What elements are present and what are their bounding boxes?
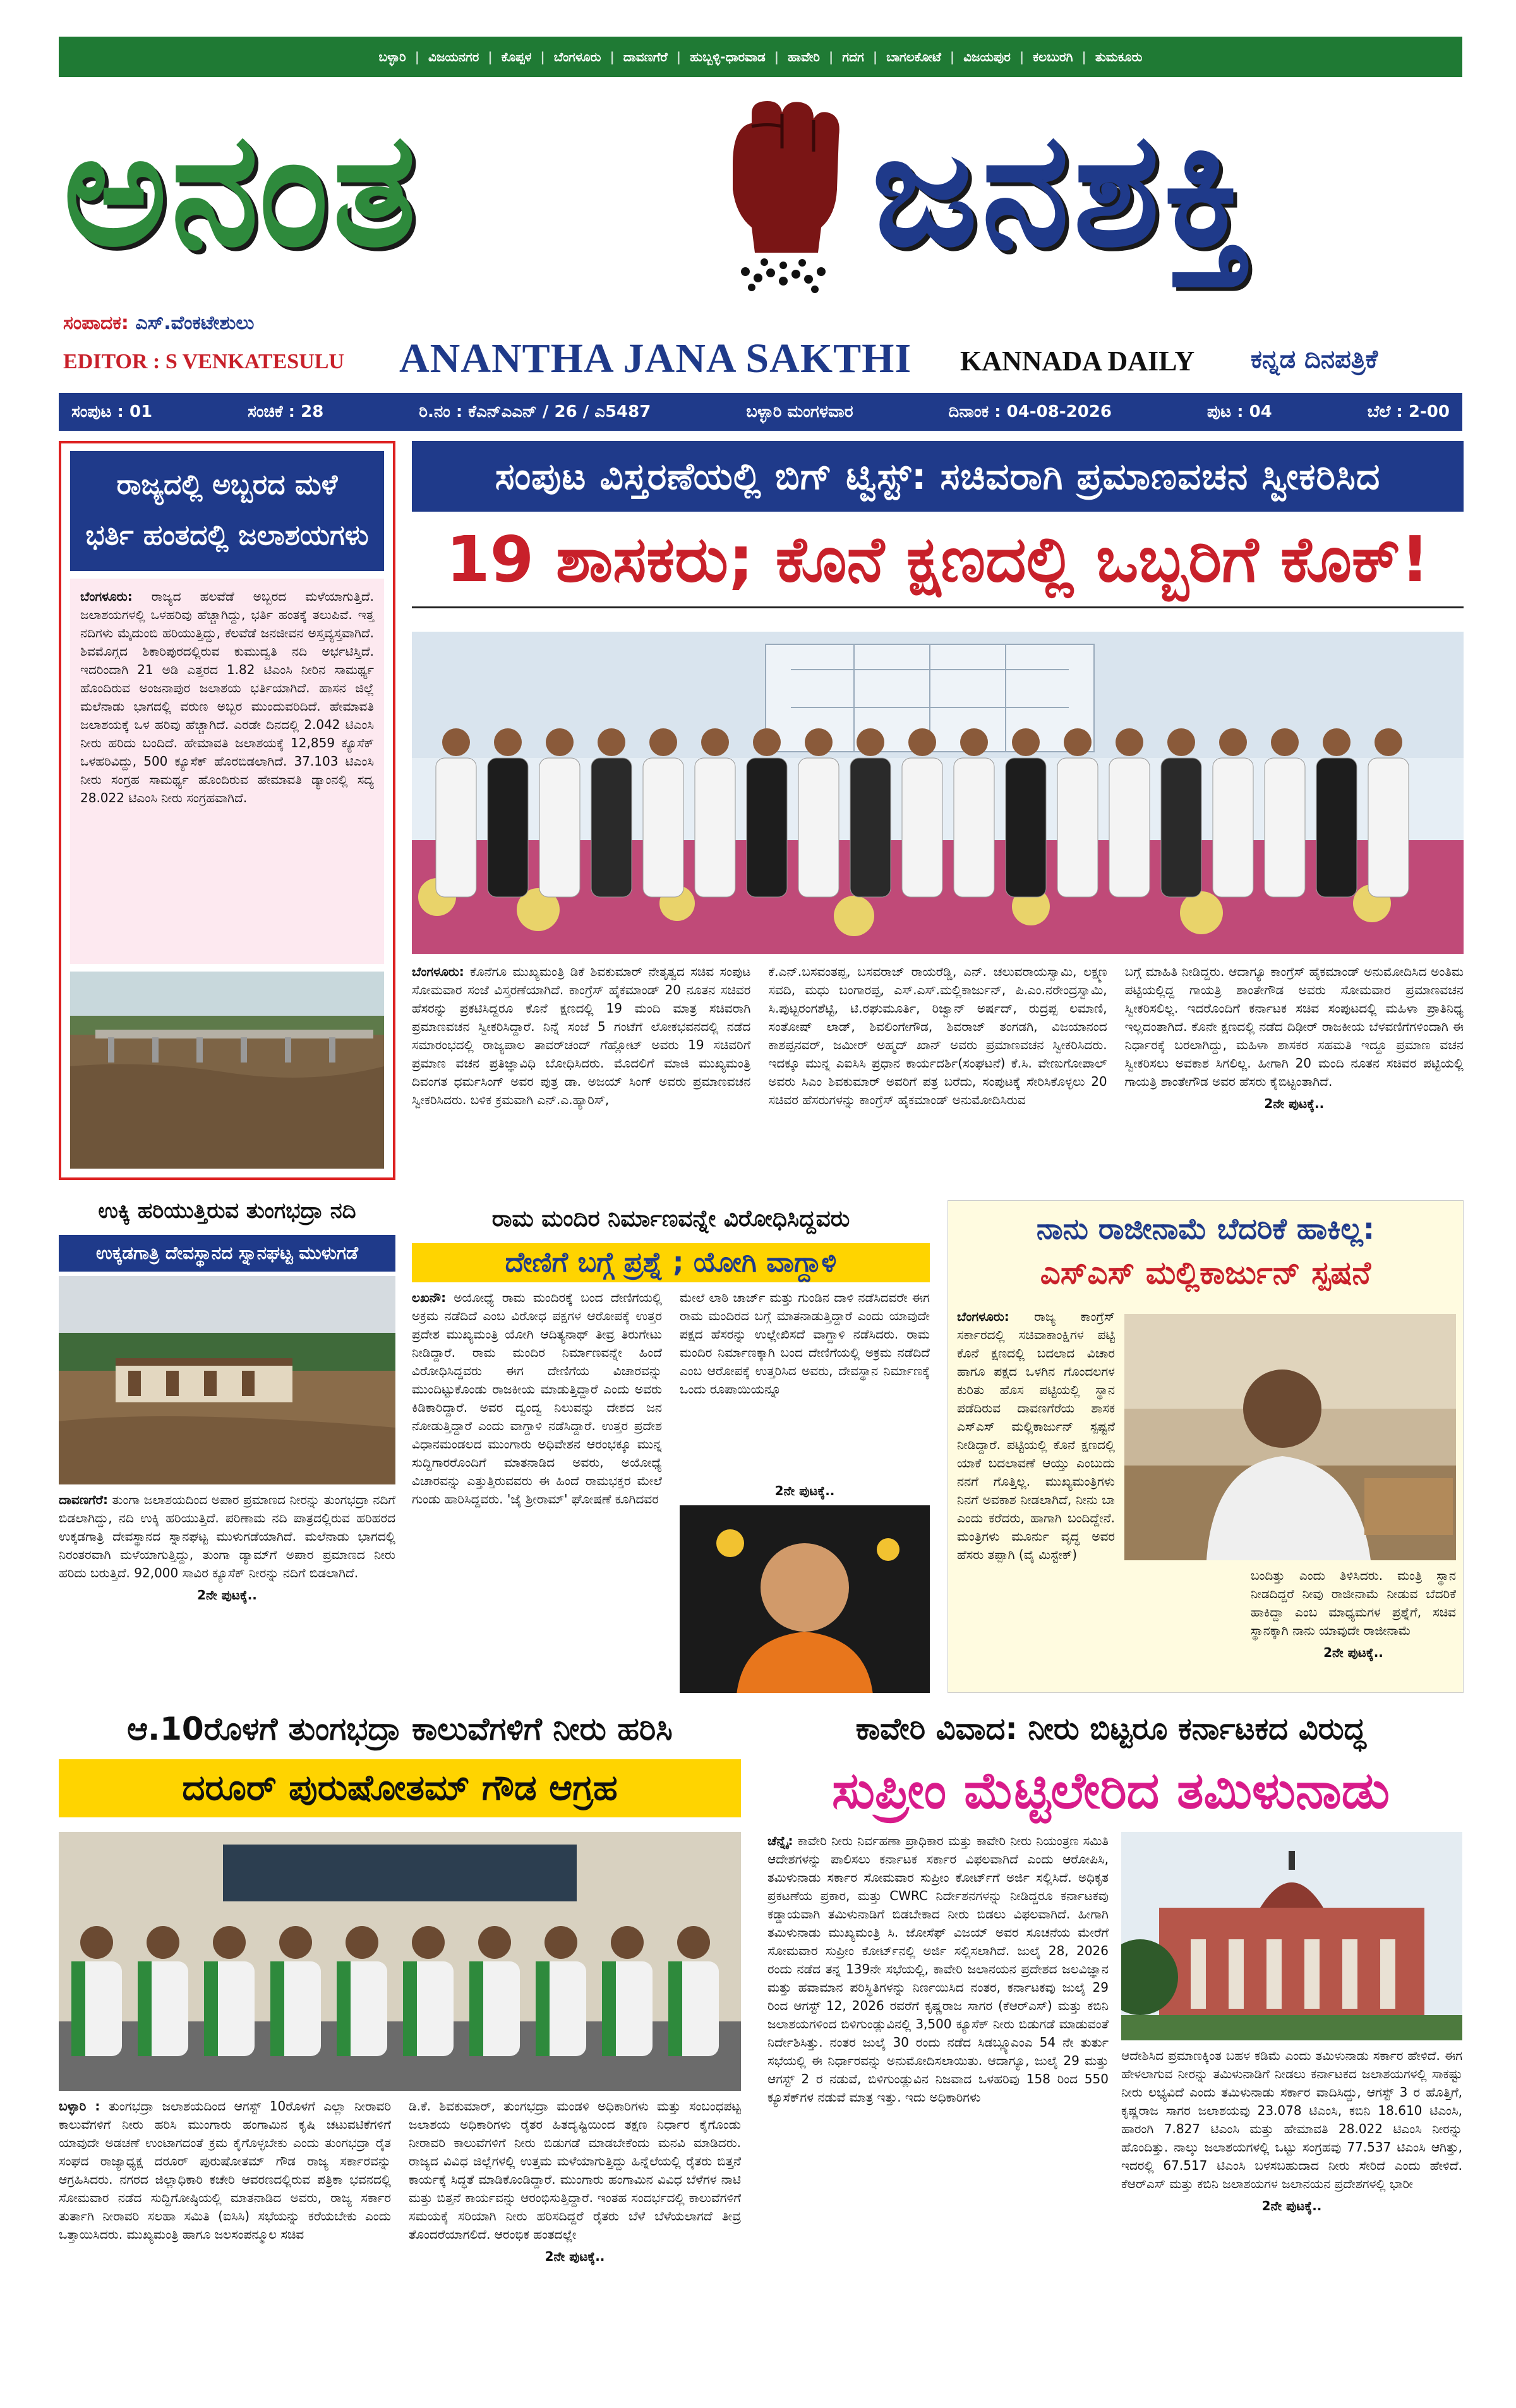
rain-headline-line2: ಭರ್ತಿ ಹಂತದಲ್ಲಿ ಜಲಾಶಯಗಳು xyxy=(85,519,369,551)
canal-dateline: ಬಳ್ಳಾರಿ : xyxy=(59,2098,100,2114)
yogi-adityanath-photo xyxy=(680,1505,930,1693)
person-head xyxy=(908,728,936,756)
kannada-dinapatrike-label: ಕನ್ನಡ ದಿನಪತ್ರಿಕೆ xyxy=(1251,345,1378,374)
person-body xyxy=(643,758,683,897)
rama-col2-text: ಮೇಲೆ ಲಾಠಿ ಚಾರ್ಜ್ ಮತ್ತು ಗುಂಡಿನ ದಾಳಿ ನಡೆಸಿದವರೇ ಈಗ ರಾಮ ಮಂದಿರದ ಬಗ್ಗೆ ಮಾತನಾಡುತ್ತಿದ್ದಾರೆ ಎಂದು ಯಾವುದೇ ಪಕ್ಷದ ಹೆಸರನ್ನು ಉಲ್ಲೇಖಿಸದೆ ವಾಗ್ದಾಳಿ ನಡೆಸಿದರು. ರಾಮ ಮಂದಿರ ನಿರ್ಮಾಣಕ್ಕಾಗಿ ಬಂದ ದೇಣಿಗೆಯಲ್ಲಿ ಅಕ್ರಮ ನಡೆದಿದೆ ಎಂಬ ಆರೋಪಕ್ಕೆ ಉತ್ತರಿಸಿದ ಅವರು, ದೇವಸ್ಥಾನ ನಿರ್ಮಾಣಕ್ಕೆ ಒಂದು ರೂಪಾಯಿಯನ್ನೂ xyxy=(680,1290,930,1397)
person-head xyxy=(442,728,470,756)
person-head xyxy=(805,728,833,756)
person-head xyxy=(1323,728,1351,756)
kannada-daily-label: KANNADA DAILY xyxy=(960,346,1195,376)
cauvery-col2-text: ಈಗ ಹೇಳಲಾಗುವ ನೀರನ್ನು ತಮಿಳುನಾಡಿಗೆ ನೀಡಲು ಕರ್ನಾಟಕದ ಜಲಾಶಯಗಳಲ್ಲಿ ಸಾಕಷ್ಟು ನೀರು ಲಭ್ಯವಿದೆ ಎಂದು ತಮಿಳುನಾಡು ಸರ್ಕಾರ ವಾದಿಸಿದ್ದು, ಆಗಸ್ಟ್ 3 ರ ಹೊತ್ತಿಗೆ, ಕೃಷ್ಣರಾಜ ಸಾಗರ ಜಲಾಶಯವು 23.078 ಟಿಎಂಸಿ, ಕಬಿನಿ 18.610 ಟಿಎಂಸಿ, ಹಾರಂಗಿ 7.827 ಟಿಎಂಸಿ ಮತ್ತು ಹೇಮಾವತಿ 28.022 ಟಿಎಂಸಿ ನೀರನ್ನು ಹೊಂದಿತ್ತು. ನಾಲ್ಕು ಜಲಾಶಯಗಳಲ್ಲಿ ಒಟ್ಟು ಸಂಗ್ರಹವು 77.537 ಟಿಎಂಸಿ ಆಗಿತ್ತು, ಇದರಲ್ಲಿ 67.517 ಟಿಎಂಸಿ ಬಳಸಬಹುದಾದ ನೀರು ಸೇರಿದೆ ಎಂದು ಹೇಳಿದೆ. ಕೆಆರ್‌ಎಸ್ ಮತ್ತು ಕಬಿನಿ ಜಲಾಶಯಗಳ ಜಲಾನಯನ ಪ್ರದೇಶಗಳಲ್ಲಿ ಭಾರೀ xyxy=(1121,2048,1462,2191)
person-body xyxy=(1006,758,1046,897)
rama-headline-1: ರಾಮ ಮಂದಿರ ನಿರ್ಮಾಣವನ್ನೇ ವಿರೋಧಿಸಿದ್ದವರು xyxy=(491,1206,850,1232)
farmer-head xyxy=(80,1926,113,1959)
main-col3-text: ಬಗ್ಗೆ ಮಾಹಿತಿ ನೀಡಿದ್ದರು. ಆದಾಗ್ಯೂ ಕಾಂಗ್ರೆಸ್ ಹೈಕಮಾಂಡ್ ಅನುಮೋದಿಸಿದ ಅಂತಿಮ ಪಟ್ಟಿಯಲ್ಲಿದ್ದ ಗಾಯತ್ರಿ ಶಾಂತೇಗೌಡ ಅವರು ಸೋಮವಾರ ಪ್ರಮಾಣವಚನ ಸ್ವೀಕರಿಸಲಿಲ್ಲ. ಇದರೊಂದಿಗೆ ಕರ್ನಾಟಕ ಸಚಿವ ಸಂಪುಟದಲ್ಲಿ ಮಹಿಳಾ ಪ್ರಾತಿನಿಧ್ಯ ಇಲ್ಲದಂತಾಗಿದೆ. ಕೊನೇ ಕ್ಷಣದಲ್ಲಿ ನಡೆದ ದಿಢೀರ್ ರಾಜಕೀಯ ಬೆಳವಣಿಗೆಗಳಿಂದಾಗಿ ಈ ನಿರ್ಧಾರಕ್ಕೆ ಬರಲಾಗಿದ್ದು, ಮಹಿಳಾ ಶಾಸಕರ ಸಹಮತಿ ಇದ್ದೂ ಪ್ರಮಾಣ ವಚನ ಸ್ವೀಕರಿಸಲು ಅವಕಾಶ ಸಿಗಲಿಲ್ಲ. ಹೀಗಾಗಿ 20 ಮಂದಿ ನೂತನ ಸಚಿವರ ಪಟ್ಟಿಯಲ್ಲಿ ಗಾಯತ್ರಿ ಶಾಂತೇಗೌಡ ಅವರ ಹೆಸರು ಕೈಬಿಟ್ಟಂತಾಗಿದೆ. xyxy=(1124,964,1464,1089)
canal-col1-text: ತುಂಗಭದ್ರಾ ಜಲಾಶಯದಿಂದ ಆಗಸ್ಟ್ 10ರೊಳಗೆ ಎಲ್ಲಾ ನೀರಾವರಿ ಕಾಲುವೆಗಳಿಗೆ ನೀರು ಹರಿಸಿ ಮುಂಗಾರು ಹಂಗಾಮಿನ ಕೃಷಿ ಚಟುವಟಿಕೆಗಳಿಗೆ ಯಾವುದೇ ಅಡಚಣೆ ಉಂಟಾಗದಂತೆ ಕ್ರಮ ಕೈಗೊಳ್ಳಬೇಕು ಎಂದು ತುಂಗಭದ್ರಾ ರೈತ ಸಂಘದ ರಾಜ್ಯಾಧ್ಯಕ್ಷ ದರೂರ್ ಪುರುಷೋತಮ್ ಗೌಡ ರಾಜ್ಯ ಸರ್ಕಾರವನ್ನು ಆಗ್ರಹಿಸಿದರು. ನಗರದ ಜಿಲ್ಲಾಧಿಕಾರಿ ಕಚೇರಿ ಆವರಣದಲ್ಲಿರುವ ಪತ್ರಿಕಾ ಭವನದಲ್ಲಿ ಸೋಮವಾರ ನಡೆದ ಸುದ್ದಿಗೋಷ್ಠಿಯಲ್ಲಿ ಮಾತನಾಡಿದ ಅವರು, ರಾಜ್ಯ ಸರ್ಕಾರ ತುರ್ತಾಗಿ ನೀರಾವರಿ ಸಲಹಾ ಸಮಿತಿ (ಐಸಿಸಿ) ಸಭೆಯನ್ನು ಕರೆಯಬೇಕು ಎಂದು ಒತ್ತಾಯಿಸಿದರು. ಮುಖ್ಯಮಂತ್ರಿ ಹಾಗೂ ಜಲಸಂಪನ್ಮೂಲ ಸಚಿವ xyxy=(59,2098,392,2242)
city-link[interactable]: ಕೊಪ್ಪಳ xyxy=(501,49,532,64)
green-shawl xyxy=(403,1961,417,2056)
person-head xyxy=(598,728,625,756)
main-story-col-3 xyxy=(1125,963,1464,1171)
person-body xyxy=(488,758,528,897)
farmers-press-meet-photo xyxy=(59,1832,741,2091)
resign-col-1 xyxy=(957,1308,1115,1636)
resign-col1-text: ರಾಜ್ಯ ಕಾಂಗ್ರೆಸ್ ಸರ್ಕಾರದಲ್ಲಿ ಸಚಿವಾಕಾಂಕ್ಷಿಗಳ ಪಟ್ಟಿ ಕೊನೆ ಕ್ಷಣದಲ್ಲಿ ಬದಲಾದ ವಿಚಾರ ಹಾಗೂ ಪಕ್ಷದ ಒಳಗಿನ ಗೊಂದಲಗಳ ಕುರಿತು ಹೊಸ ಪಟ್ಟಿಯಲ್ಲಿ ಸ್ಥಾನ ಪಡೆದಿರುವ ದಾವಣಗೆರೆಯ ಶಾಸಕ ಎಸ್‌ಎಸ್ ಮಲ್ಲಿಕಾರ್ಜುನ್ ಸ್ಪಷ್ಟನೆ ನೀಡಿದ್ದಾರೆ. ಪಟ್ಟಿಯಲ್ಲಿ ಕೊನೆ ಕ್ಷಣದಲ್ಲಿ ಯಾಕೆ ಬದಲಾವಣೆ ಆಯ್ತು ಎಂಬುದು ನನಗೆ ಗೊತ್ತಿಲ್ಲ. ಮುಖ್ಯಮಂತ್ರಿಗಳು ನಿನಗೆ ಅವಕಾಶ ನೀಡಲಾಗಿದೆ, ನೀನು ಬಾ ಎಂದು ಕರೆದರು, ಹಾಗಾಗಿ ಬಂದಿದ್ದೇನೆ. ಮಂತ್ರಿಗಳು ಮೂರ್ನು ವೃದ್ಧ ಅವರ ಹೆಸರು ತಪ್ಪಾಗಿ (ವೈ ಮಿಸ್ಟೇಕ್) xyxy=(957,1309,1115,1562)
rain-headline-line1: ರಾಜ್ಯದಲ್ಲಿ ಅಬ್ಬರದ ಮಳೆ xyxy=(116,469,338,501)
city-link[interactable]: ವಿಜಯಪುರ xyxy=(963,49,1011,64)
person-body xyxy=(954,758,994,897)
cauvery-headline-1: ಕಾವೇರಿ ವಿವಾದ: ನೀರು ಬಿಟ್ಟರೂ ಕರ್ನಾಟಕದ ವಿರುದ್ಧ xyxy=(855,1711,1366,1747)
rain-headline xyxy=(70,451,384,571)
city-link[interactable]: ಗದಗ xyxy=(842,49,864,64)
masthead-title-right: ಜನಶಕ್ತಿ xyxy=(872,97,1255,281)
main-story-col-2: ಕೆ.ಎನ್.ಬಸವಂತಪ್ಪ, ಬಸವರಾಜ್ ರಾಯರೆಡ್ಡಿ, ಎನ್. ಚಲುವರಾಯಸ್ವಾಮಿ, ಲಕ್ಷ್ಮಣ ಸವದಿ, ಮಧು ಬಂಗಾರಪ್ಪ, ಎಸ್.ಎಸ್.ಮಲ್ಲಿಕಾರ್ಜುನ್, ಪಿ.ಎಂ.ನರೇಂದ್ರಸ್ವಾಮಿ, ಸಿ.ಪುಟ್ಟರಂಗಶೆಟ್ಟಿ, ಟಿ.ರಘುಮೂರ್ತಿ, ರಿಜ್ವಾನ್ ಅರ್ಷದ್, ರುದ್ರಪ್ಪ ಲಮಾಣಿ, ಸಂತೋಷ್ ಲಾಡ್, ಶಿವಲಿಂಗೇಗೌಡ, ಶಿವರಾಜ್ ತಂಗಡಗಿ, ವಿಜಯಾನಂದ ಕಾಶಪ್ಪನವರ್, ಜಮೀರ್ ಅಹ್ಮದ್ ಖಾನ್ ಅವರು ಪ್ರಮಾಣವಚನ ಸ್ವೀಕರಿಸಿದರು. ಇದಕ್ಕೂ ಮುನ್ನ ಎಐಸಿಸಿ ಪ್ರಧಾನ ಕಾರ್ಯದರ್ಶಿ(ಸಂಘಟನೆ) ಕೆ.ಸಿ. ವೇಣುಗೋಪಾಲ್ ಅವರು ಸಿಎಂ ಶಿವಕುಮಾರ್ ಅವರಿಗೆ ಪತ್ರ ಬರೆದು, ಸಂಪುಟಕ್ಕೆ ಸೇರಿಸಿಕೊಳ್ಳಲು 20 ಸಚಿವರ ಹೆಸರುಗಳನ್ನು ಕಾಂಗ್ರೆಸ್ ಹೈಕಮಾಂಡ್ ಅನುಮೋದಿಸಿರುವ xyxy=(768,964,1107,1107)
person-head xyxy=(649,728,677,756)
person-body xyxy=(902,758,942,897)
rain-dateline: ಬೆಂಗಳೂರು: xyxy=(80,589,133,604)
registration-number: ರಿ.ನಂ : ಕೆಎನ್‌ಎಎನ್ / 26 / ಎ5487 xyxy=(419,402,651,421)
city-separator: | xyxy=(1081,49,1086,64)
rain-story-text: ರಾಜ್ಯದ ಹಲವೆಡೆ ಅಬ್ಬರದ ಮಳೆಯಾಗುತ್ತಿದೆ. ಜಲಾಶಯಗಳಲ್ಲಿ ಒಳಹರಿವು ಹೆಚ್ಚಾಗಿದ್ದು, ಭರ್ತಿ ಹಂತಕ್ಕೆ ತಲುಪಿವೆ. ಇತ್ತ ನದಿಗಳು ಮೈದುಂಬಿ ಹರಿಯುತ್ತಿದ್ದು, ಕೆಲವೆಡೆ ಜನಜೀವನ ಅಸ್ತವ್ಯಸ್ತವಾಗಿದೆ. ಶಿವಮೊಗ್ಗದ ಶಿಕಾರಿಪುರದಲ್ಲಿರುವ ಕುಮುದ್ವತಿ ನದಿ ಅರ್ಭಟಿಸ್ತಿದೆ. ಇದರಿಂದಾಗಿ 21 ಅಡಿ ಎತ್ತರದ 1.82 ಟಿಎಂಸಿ ನೀರಿನ ಸಾಮರ್ಥ್ಯ ಹೊಂದಿರುವ ಅಂಜನಾಪುರ ಜಲಾಶಯ ಭರ್ತಿಯಾಗಿದೆ. ಹಾಸನ ಜಿಲ್ಲೆ ಮಲೆನಾಡು ಭಾಗದಲ್ಲಿ ವರುಣ ಅಬ್ಬರ ಮುಂದುವರಿದಿದೆ. ಹೇಮಾವತಿ ಜಲಾಶಯಕ್ಕೆ ಒಳ ಹರಿವು ಹೆಚ್ಚಾಗಿದೆ. ಎರಡೇ ದಿನದಲ್ಲಿ 2.042 ಟಿಎಂಸಿ ನೀರು ಹರಿದು ಬಂದಿದೆ. ಹೇಮಾವತಿ ಜಲಾಶಯಕ್ಕೆ 12,859 ಕ್ಯೂಸೆಕ್ ಒಳಹರಿವಿದ್ದು, 500 ಕ್ಯೂಸೆಕ್ ಹೊರಬಿಡಲಾಗಿದೆ. 37.103 ಟಿಎಂಸಿ ನೀರು ಸಂಗ್ರಹ ಸಾಮರ್ಥ್ಯ ಹೊಂದಿರುವ ಹೇಮಾವತಿ ಡ್ಯಾಂನಲ್ಲಿ ಸದ್ಯ 28.022 ಟಿಎಂಸಿ ನೀರು ಸಂಗ್ರಹವಾಗಿದೆ. xyxy=(80,589,374,805)
person-head xyxy=(1064,728,1092,756)
person-head xyxy=(1116,728,1143,756)
person-head xyxy=(1375,728,1402,756)
green-shawl xyxy=(536,1961,550,2056)
issue-date: ದಿನಾಂಕ : 04-08-2026 xyxy=(948,402,1112,421)
person-body xyxy=(798,758,839,897)
main-headline-line1: ಸಂಪುಟ ವಿಸ್ತರಣೆಯಲ್ಲಿ ಬಿಗ್ ಟ್ವಿಸ್ಟ್: ಸಚಿವರಾಗಿ ಪ್ರಮಾಣವಚನ ಸ್ವೀಕರಿಸಿದ xyxy=(412,441,1464,512)
swearing-in-group-photo xyxy=(412,632,1464,954)
person-head xyxy=(857,728,884,756)
green-shawl xyxy=(337,1961,351,2056)
city-separator: | xyxy=(872,49,878,64)
farmer-head xyxy=(346,1926,378,1959)
person-body xyxy=(1368,758,1409,897)
main-story-col-1 xyxy=(412,963,750,1171)
city-link[interactable]: ಕಲಬುರಗಿ xyxy=(1033,49,1073,64)
place-day: ಬಳ್ಳಾರಿ ಮಂಗಳವಾರ xyxy=(746,402,853,421)
rama-continued: 2ನೇ ಪುಟಕ್ಕೆ.. xyxy=(774,1483,835,1498)
tungabhadra-dateline: ದಾವಣಗೆರೆ: xyxy=(59,1492,108,1507)
tungabhadra-continued: 2ನೇ ಪುಟಕ್ಕೆ.. xyxy=(197,1587,257,1603)
canal-col-2 xyxy=(409,2097,741,2350)
flooded-temple-photo xyxy=(59,1276,395,1484)
canal-headline-2: ದರೂರ್ ಪುರುಷೋತಮ್ ಗೌಡ ಆಗ್ರಹ xyxy=(59,1759,741,1817)
city-link[interactable]: ಬಾಗಲಕೋಟೆ xyxy=(886,49,941,64)
tungabhadra-story-body xyxy=(59,1491,395,1693)
farmer-head xyxy=(611,1926,644,1959)
green-shawl xyxy=(668,1961,682,2056)
person-body xyxy=(539,758,580,897)
farmer-head xyxy=(412,1926,445,1959)
person-body xyxy=(1057,758,1098,897)
person-head xyxy=(1012,728,1040,756)
main-dateline: ಬೆಂಗಳೂರು: xyxy=(412,964,464,979)
person-head xyxy=(1271,728,1299,756)
person-head xyxy=(960,728,988,756)
farmer-head xyxy=(544,1926,577,1959)
masthead-title-left: ಅನಂತ xyxy=(63,97,420,281)
city-bar xyxy=(59,37,1462,77)
city-link[interactable]: ಹಾವೇರಿ xyxy=(788,49,820,64)
farmer-head xyxy=(213,1926,246,1959)
resign-headline-2: ಎಸ್‌ಎಸ್ ಮಲ್ಲಿಕಾರ್ಜುನ್ ಸ್ಪಷನೆ xyxy=(1040,1255,1371,1291)
farmer-head xyxy=(147,1926,179,1959)
city-separator: | xyxy=(828,49,834,64)
person-body xyxy=(1316,758,1357,897)
person-body xyxy=(436,758,476,897)
main-divider xyxy=(412,606,1464,608)
person-body xyxy=(695,758,735,897)
ss-mallikarjun-photo xyxy=(1124,1314,1456,1560)
city-link[interactable]: ಹುಬ್ಬಳ್ಳಿ-ಧಾರವಾಡ xyxy=(690,49,766,64)
person-head xyxy=(1167,728,1195,756)
cauvery-col-1 xyxy=(767,1832,1109,2350)
raised-fist-logo xyxy=(707,88,859,297)
farmer-head xyxy=(677,1926,710,1959)
cauvery-dateline: ಚೆನ್ನೈ: xyxy=(767,1833,793,1848)
canal-col-1 xyxy=(59,2097,391,2350)
green-shawl xyxy=(602,1961,616,2056)
green-shawl xyxy=(270,1961,284,2056)
tungabhadra-headline-2: ಉಕ್ಕಡಗಾತ್ರಿ ದೇವಸ್ಥಾನದ ಸ್ನಾನಘಟ್ಟ ಮುಳುಗಡೆ xyxy=(59,1235,395,1272)
main-continued: 2ನೇ ಪುಟಕ್ಕೆ.. xyxy=(1264,1096,1325,1111)
rama-dateline: ಲಖನೌ: xyxy=(412,1290,447,1305)
main-story-body xyxy=(412,963,1464,1171)
city-separator: | xyxy=(676,49,682,64)
person-body xyxy=(850,758,891,897)
city-link[interactable]: ಬಳ್ಳಾರಿ xyxy=(378,49,406,64)
cauvery-continued: 2ನೇ ಪುಟಕ್ಕೆ.. xyxy=(1261,2198,1322,2213)
rama-story-body xyxy=(412,1289,930,1693)
city-separator: | xyxy=(488,49,493,64)
main-headline-line2: 19 ಶಾಸಕರು; ಕೊನೆ ಕ್ಷಣದಲ್ಲಿ ಒಬ್ಬರಿಗೆ ಕೊಕ್! xyxy=(446,522,1429,596)
canal-col2-text: ಡಿ.ಕೆ. ಶಿವಕುಮಾರ್, ತುಂಗಭದ್ರಾ ಮಂಡಳಿ ಅಧಿಕಾರಿಗಳು ಮತ್ತು ಸಂಬಂಧಪಟ್ಟ ಜಲಾಶಯ ಅಧಿಕಾರಿಗಳು ರೈತರ ಹಿತದೃಷ್ಟಿಯಿಂದ ತಕ್ಷಣ ನಿರ್ಧಾರ ಕೈಗೊಂಡು ನೀರಾವರಿ ಕಾಲುವೆಗಳಿಗೆ ನೀರು ಬಿಡುಗಡೆ ಮಾಡಬೇಕೆಂದು ಮನವಿ ಮಾಡಿದರು. ರಾಜ್ಯದ ವಿವಿಧ ಜಿಲ್ಲೆಗಳಲ್ಲಿ ಉತ್ತಮ ಮಳೆಯಾಗುತ್ತಿದ್ದು ಹಿನ್ನೆಲೆಯಲ್ಲಿ ರೈತರು ಬಿತ್ತನೆ ಕಾರ್ಯಕ್ಕೆ ಸಿದ್ಧತೆ ಮಾಡಿಕೊಂಡಿದ್ದಾರೆ. ಮುಂಗಾರು ಹಂಗಾಮಿನ ವಿವಿಧ ಬೆಳೆಗಳ ನಾಟಿ ಮತ್ತು ಬಿತ್ತನೆ ಕಾರ್ಯವನ್ನು ಆರಂಭಿಸುತ್ತಿದ್ದಾರೆ. ಇಂತಹ ಸಂದರ್ಭದಲ್ಲಿ ಕಾಲುವೆಗಳಿಗೆ ಸಮಯಕ್ಕೆ ಸರಿಯಾಗಿ ನೀರು ಹರಿಸದಿದ್ದರೆ ರೈತರು ಬೆಳೆ ಬೆಳೆಯಲಾಗದೆ ತೀವ್ರ ತೊಂದರೆಯಾಗಲಿದೆ. ಆರಂಭಿಕ ಹಂತದಲ್ಲೇ xyxy=(409,2098,741,2242)
tungabhadra-story-text: ತುಂಗಾ ಜಲಾಶಯದಿಂದ ಅಪಾರ ಪ್ರಮಾಣದ ನೀರನ್ನು ತುಂಗಭದ್ರಾ ನದಿಗೆ ಬಿಡಲಾಗಿದ್ದು, ನದಿ ಉಕ್ಕಿ ಹರಿಯುತ್ತಿದೆ. ಪರಿಣಾಮ ನದಿ ಪಾತ್ರದಲ್ಲಿರುವ ಹರಿಹರದ ಉಕ್ಕಡಗಾತ್ರಿ ದೇವಸ್ಥಾನದ ಸ್ನಾನಘಟ್ಟ ಮುಳುಗಡೆಯಾಗಿದೆ. ಮಲೆನಾಡು ಭಾಗದಲ್ಲಿ ನಿರಂತರವಾಗಿ ಮಳೆಯಾಗುತ್ತಿದ್ದು, ತುಂಗಾ ಡ್ಯಾಮ್‌ಗೆ ಅಪಾರ ಪ್ರಮಾಣದ ನೀರು ಹರಿದು ಬರುತ್ತಿದೆ. 92,000 ಸಾವಿರ ಕ್ಯೂಸೆಕ್ ನೀರನ್ನು ನದಿಗೆ ಬಿಡಲಾಗಿದೆ. xyxy=(59,1492,395,1580)
farmer-head xyxy=(279,1926,312,1959)
supreme-court-photo xyxy=(1121,1832,1462,2040)
title-english: ANANTHA JANA SAKTHI xyxy=(399,335,912,382)
farmer-head xyxy=(478,1926,511,1959)
editor-kannada xyxy=(63,312,254,334)
resign-continued: 2ನೇ ಪುಟಕ್ಕೆ.. xyxy=(1323,1645,1383,1660)
rain-story-box xyxy=(59,441,395,1180)
green-shawl xyxy=(469,1961,483,2056)
person-body xyxy=(1109,758,1150,897)
rama-col1-text: ಅಯೋಧ್ಯೆ ರಾಮ ಮಂದಿರಕ್ಕೆ ಬಂದ ದೇಣಿಗೆಯಲ್ಲಿ ಅಕ್ರಮ ನಡೆದಿದೆ ಎಂಬ ವಿರೋಧ ಪಕ್ಷಗಳ ಆರೋಪಕ್ಕೆ ಉತ್ತರ ಪ್ರದೇಶ ಮುಖ್ಯಮಂತ್ರಿ ಯೋಗಿ ಆದಿತ್ಯನಾಥ್ ತೀವ್ರ ತಿರುಗೇಟು ನೀಡಿದ್ದಾರೆ. ರಾಮ ಮಂದಿರ ನಿರ್ಮಾಣವನ್ನೇ ಹಿಂದೆ ವಿರೋಧಿಸಿದ್ದವರು ಈಗ ದೇಣಿಗೆಯ ವಿಚಾರವನ್ನು ಮುಂದಿಟ್ಟುಕೊಂಡು ರಾಜಕೀಯ ಮಾಡುತ್ತಿದ್ದಾರೆ ಎಂದು ಅವರು ಕಿಡಿಕಾರಿದ್ದಾರೆ. ಅವರ ದ್ವಂದ್ವ ನಿಲುವನ್ನು ದೇಶದ ಜನ ನೋಡುತ್ತಿದ್ದಾರೆ ಎಂದು ವಾಗ್ದಾಳಿ ನಡೆಸಿದ್ದಾರೆ. ಉತ್ತರ ಪ್ರದೇಶ ವಿಧಾನಮಂಡಲದ ಮುಂಗಾರು ಅಧಿವೇಶನ ಆರಂಭಕ್ಕೂ ಮುನ್ನ ಸುದ್ದಿಗಾರರೊಂದಿಗೆ ಮಾತನಾಡಿದ ಅವರು, ಅಯೋಧ್ಯೆ ವಿಚಾರವನ್ನು ಎತ್ತುತ್ತಿರುವವರು ಈ ಹಿಂದೆ ರಾಮಭಕ್ತರ ಮೇಲೆ ಗುಂಡು ಹಾರಿಸಿದ್ದವರು. 'ಜೈ ಶ್ರೀರಾಮ್' ಘೋಷಣೆ ಕೂಗಿದವರ xyxy=(412,1290,662,1507)
city-separator: | xyxy=(414,49,420,64)
main-col1-text: ಕೊನೆಗೂ ಮುಖ್ಯಮಂತ್ರಿ ಡಿಕೆ ಶಿವಕುಮಾರ್ ನೇತೃತ್ವದ ಸಚಿವ ಸಂಪುಟ ಸೋಮವಾರ ಸಂಜೆ ವಿಸ್ತರಣೆಯಾಗಿದೆ. ಕಾಂಗ್ರೆಸ್ ಹೈಕಮಾಂಡ್ 20 ನೂತನ ಸಚಿವರ ಹೆಸರನ್ನು ಪ್ರಕಟಿಸಿದ್ದರೂ ಕೊನೆ ಕ್ಷಣದಲ್ಲಿ 19 ಮಂದಿ ಮಾತ್ರ ಸಚಿವರಾಗಿ ಪ್ರಮಾಣವಚನ ಸ್ವೀಕರಿಸಿದ್ದಾರೆ. ನಿನ್ನೆ ಸಂಜೆ 5 ಗಂಟೆಗೆ ಲೋಕಭವನದಲ್ಲಿ ನಡೆದ ಸಮಾರಂಭದಲ್ಲಿ ರಾಜ್ಯಪಾಲ ತಾವರ್‌ಚಂದ್ ಗೆಹ್ಲೋಟ್ ಅವರು 19 ಸಚಿವರಿಗೆ ಪ್ರಮಾಣ ವಚನ ಪ್ರತಿಜ್ಞಾವಿಧಿ ಬೋಧಿಸಿದರು. ಮೊದಲಿಗೆ ಮಾಜಿ ಮುಖ್ಯಮಂತ್ರಿ ದಿವಂಗತ ಧರ್ಮಸಿಂಗ್ ಅವರ ಪುತ್ರ ಡಾ. ಅಜಯ್ ಸಿಂಗ್ ಅವರು ಪ್ರಮಾಣವಚನ ಸ್ವೀಕರಿಸಿದರು. ಬಳಿಕ ಕ್ರಮವಾಗಿ ಎನ್.ಎ.ಹ್ಯಾರಿಸ್, xyxy=(412,964,751,1107)
editor-english: EDITOR : S VENKATESULU xyxy=(63,350,344,373)
cauvery-col1-text: ಕಾವೇರಿ ನೀರು ನಿರ್ವಹಣಾ ಪ್ರಾಧಿಕಾರ ಮತ್ತು ಕಾವೇರಿ ನೀರು ನಿಯಂತ್ರಣ ಸಮಿತಿ ಆದೇಶಗಳನ್ನು ಪಾಲಿಸಲು ಕರ್ನಾಟಕ ಸರ್ಕಾರ ವಿಫಲವಾಗಿದೆ ಎಂದು ಆರೋಪಿಸಿ, ತಮಿಳುನಾಡು ಸರ್ಕಾರ ಸೋಮವಾರ ಸುಪ್ರೀಂ ಕೋರ್ಟ್‌ಗೆ ಅರ್ಜಿ ಸಲ್ಲಿಸಿದೆ. ಅಧಿಕೃತ ಪ್ರಕಟಣೆಯ ಪ್ರಕಾರ, ಮತ್ತು CWRC ನಿರ್ದೇಶನಗಳನ್ನು ನೀಡಿದ್ದರೂ ಕರ್ನಾಟಕವು ಕಡ್ಡಾಯವಾಗಿ ತಮಿಳುನಾಡಿಗೆ ಬಿಡಬೇಕಾದ ನೀರು ಬಿಡಲು ವಿಫಲವಾಗಿದೆ. ಹೀಗಾಗಿ ತಮಿಳುನಾಡು ಮುಖ್ಯಮಂತ್ರಿ ಸಿ. ಜೋಸೆಫ್ ವಿಜಯ್ ಅವರ ಸೂಚನೆಯ ಮೇರೆಗೆ ಸೋಮವಾರ ಸುಪ್ರೀಂ ಕೋರ್ಟ್‌ನಲ್ಲಿ ಅರ್ಜಿ ಸಲ್ಲಿಸಲಾಗಿದೆ. ಜುಲೈ 28, 2026 ರಂದು ನಡೆದ ತನ್ನ 139ನೇ ಸಭೆಯಲ್ಲಿ, ಕಾವೇರಿ ಜಲಾನಯನ ಪ್ರದೇಶದ ಜಲವಿಜ್ಞಾನ ಮತ್ತು ಹವಾಮಾನ ಪರಿಸ್ಥಿತಿಗಳನ್ನು ನಿರ್ಣಯಿಸಿದ ನಂತರ, ಕರ್ನಾಟಕವು ಜುಲೈ 29 ರಿಂದ ಆಗಸ್ಟ್ 12, 2026 ರವರೆಗೆ ಕೃಷ್ಣರಾಜ ಸಾಗರ (ಕೆಆರ್‌ಎಸ್) ಮತ್ತು ಕಬಿನಿ ಜಲಾಶಯಗಳಿಂದ ಬಿಳಿಗುಂಡ್ಲುವಿನಲ್ಲಿ 3,500 ಕ್ಯೂಸೆಕ್ ನೀರು ಬಿಡುಗಡೆ ಮಾಡುವಂತೆ ನಿರ್ದೇಶಿಸಿತ್ತು. ನಂತರ ಜುಲೈ 30 ರಂದು ನಡೆದ ಸಿಡಬ್ಲ್ಯೂಎಂಎ 54 ನೇ ತುರ್ತು ಸಭೆಯಲ್ಲಿ ಈ ನಿರ್ಧಾರವನ್ನು ಅನುಮೋದಿಸಲಾಯಿತು. ಆದಾಗ್ಯೂ, ಜುಲೈ 29 ಮತ್ತು ಆಗಸ್ಟ್ 2 ರ ನಡುವೆ, ಬಿಳಿಗುಂಡ್ಲುವಿನ ನಿಜವಾದ ಒಳಹರಿವು 158 ರಿಂದ 550 ಕ್ಯೂಸೆಕ್‌ಗಳ ನಡುವೆ ಮಾತ್ರ ಇತ್ತು. ಇದು ಅಧಿಕಾರಿಗಳು xyxy=(767,1833,1109,2105)
rama-headline-2: ದೇಣಿಗೆ ಬಗ್ಗೆ ಪ್ರಶ್ನೆ ; ಯೋಗಿ ವಾಗ್ದಾಳಿ xyxy=(412,1243,930,1282)
cauvery-col2-top: ಆದೇಶಿಸಿದ ಪ್ರಮಾಣಕ್ಕಿಂತ ಬಹಳ ಕಡಿಮೆ ಎಂದು ತಮಿಳುನಾಡು ಸರ್ಕಾರ ಹೇಳಿದೆ. xyxy=(1121,2048,1440,2063)
person-head xyxy=(1219,728,1247,756)
resign-dateline: ಬೆಂಗಳೂರು: xyxy=(957,1309,1009,1324)
resign-col-2 xyxy=(1251,1567,1456,1687)
person-head xyxy=(753,728,781,756)
city-link[interactable]: ಬೆಂಗಳೂರು xyxy=(553,49,601,64)
canal-headline-1: ಆ.10ರೊಳಗೆ ತುಂಗಭದ್ರಾ ಕಾಲುವೆಗಳಿಗೆ ನೀರು ಹರಿಸಿ xyxy=(127,1711,673,1747)
issue-info-bar xyxy=(59,393,1462,431)
price: ಬೆಲೆ : 2-00 xyxy=(1367,402,1450,421)
volume: ಸಂಪುಟ : 01 xyxy=(71,402,153,421)
canal-continued: 2ನೇ ಪುಟಕ್ಕೆ.. xyxy=(544,2249,605,2264)
cauvery-headline-2: ಸುಪ್ರೀಂ ಮೆಟ್ಟಿಲೇರಿದ ತಮಿಳುನಾಡು xyxy=(831,1761,1390,1820)
resign-headline-1: ನಾನು ರಾಜೀನಾಮೆ ಬೆದರಿಕೆ ಹಾಕಿಲ್ಲ: xyxy=(1036,1212,1375,1246)
editor-kn-label: ಸಂಪಾದಕ: xyxy=(63,312,129,334)
city-separator: | xyxy=(540,49,545,64)
city-link[interactable]: ದಾವಣಗೆರೆ xyxy=(623,49,668,64)
city-link[interactable]: ವಿಜಯನಗರ xyxy=(428,49,479,64)
flooded-bridge-photo xyxy=(70,972,384,1169)
person-head xyxy=(701,728,729,756)
cauvery-col-2 xyxy=(1121,2047,1462,2350)
city-separator: | xyxy=(1019,49,1025,64)
resign-col2-text: ಬಂದಿತ್ತು ಎಂದು ತಿಳಿಸಿದರು. ಮಂತ್ರಿ ಸ್ಥಾನ ನೀಡದಿದ್ದರೆ ನೀವು ರಾಜೀನಾಮೆ ನೀಡುವ ಬೆದರಿಕೆ ಹಾಕಿದ್ದಾ ಎಂಬ ಮಾಧ್ಯಮಗಳ ಪ್ರಶ್ನೆಗೆ, ಸಚಿವ ಸ್ಥಾನಕ್ಕಾಗಿ ನಾನು ಯಾವುದೇ ರಾಜೀನಾಮೆ xyxy=(1251,1568,1456,1638)
city-separator: | xyxy=(949,49,955,64)
page-count: ಪುಟ : 04 xyxy=(1206,402,1272,421)
issue-number: ಸಂಚಿಕೆ : 28 xyxy=(248,402,324,421)
rain-story-body xyxy=(70,579,384,964)
city-separator: | xyxy=(610,49,615,64)
person-head xyxy=(546,728,574,756)
city-separator: | xyxy=(774,49,779,64)
editor-kn-name: ಎಸ್.ವೆಂಕಟೇಶುಲು xyxy=(135,312,255,334)
person-head xyxy=(494,728,522,756)
person-body xyxy=(591,758,632,897)
tungabhadra-headline-1: ಉಕ್ಕಿ ಹರಿಯುತ್ತಿರುವ ತುಂಗಭದ್ರಾ ನದಿ xyxy=(98,1198,356,1224)
rama-col-2 xyxy=(680,1289,930,1693)
green-shawl xyxy=(71,1961,85,2056)
person-body xyxy=(1213,758,1253,897)
person-body xyxy=(1161,758,1201,897)
canal-story-body xyxy=(59,2097,741,2350)
rama-col-1 xyxy=(412,1289,662,1693)
city-link[interactable]: ತುಮಕೂರು xyxy=(1095,49,1143,64)
person-body xyxy=(1265,758,1305,897)
green-shawl xyxy=(138,1961,152,2056)
person-body xyxy=(747,758,787,897)
green-shawl xyxy=(204,1961,218,2056)
